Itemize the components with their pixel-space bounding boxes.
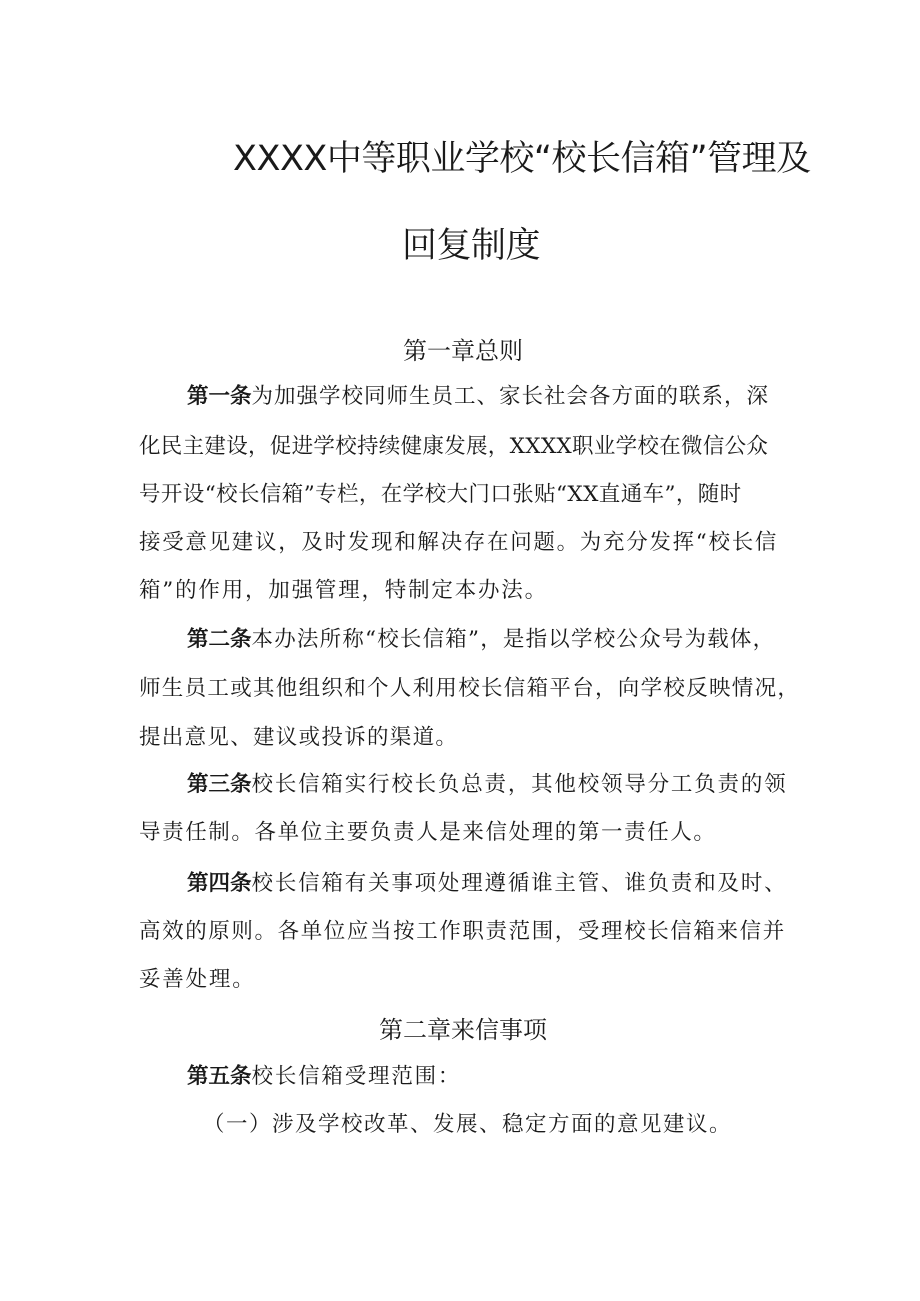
- article-1-label: 第一条: [187, 384, 252, 409]
- article-1-line: 号开设“校长信箱”专栏，在学校大门口张贴“XX直通车”，随时: [139, 482, 742, 507]
- article-1-line: 接受意见建议，及时发现和解决存在问题。为充分发挥“校长信: [139, 530, 779, 555]
- document-title-line-2: 回复制度: [402, 226, 541, 266]
- chapter-2-heading: 第二章来信事项: [379, 1016, 547, 1044]
- article-5-text: 校长信箱受理范围：: [251, 1064, 462, 1089]
- article-1-text: 为加强学校同师生员工、家长社会各方面的联系，深: [251, 384, 770, 409]
- article-5-line: [187, 1066, 461, 1088]
- article-1-line: 箱”的作用，加强管理，特制定本办法。: [139, 578, 548, 603]
- article-3-text: 校长信箱实行校长负总责，其他校领导分工负责的领: [251, 772, 788, 797]
- article-4-label: 第四条: [187, 871, 252, 896]
- article-3-label: 第三条: [187, 772, 252, 797]
- article-3-line: 导责任制。各单位主要负责人是来信处理的第一责任人。: [139, 820, 717, 845]
- article-2-line: [187, 629, 775, 651]
- document-title-line-1: XXXX中等职业学校“校长信箱”管理及: [233, 139, 811, 179]
- article-4-line: 高效的原则。各单位应当按工作职责范围，受理校长信箱来信并: [139, 919, 786, 944]
- list-item: （一）涉及学校改革、发展、稳定方面的意见建议。: [203, 1112, 733, 1137]
- article-1-line: [187, 386, 769, 408]
- chapter-1-heading: 第一章总则: [403, 337, 523, 365]
- article-2-line: 提出意见、建议或投诉的渠道。: [139, 725, 459, 750]
- article-2-label: 第二条: [187, 627, 252, 652]
- article-4-line: 妥善处理。: [139, 967, 256, 992]
- article-4-text: 校长信箱有关事项处理遵循谁主管、谁负责和及时、: [251, 871, 788, 896]
- article-5-label: 第五条: [187, 1064, 252, 1089]
- article-3-line: [187, 774, 787, 796]
- article-2-text: 本办法所称“校长信箱”，是指以学校公众号为载体，: [251, 627, 776, 652]
- article-4-line: [187, 873, 787, 895]
- article-1-line: 化民主建设，促进学校持续健康发展，XXXX职业学校在微信公众: [139, 434, 769, 459]
- article-2-line: 师生员工或其他组织和个人利用校长信箱平台，向学校反映情况，: [139, 676, 801, 701]
